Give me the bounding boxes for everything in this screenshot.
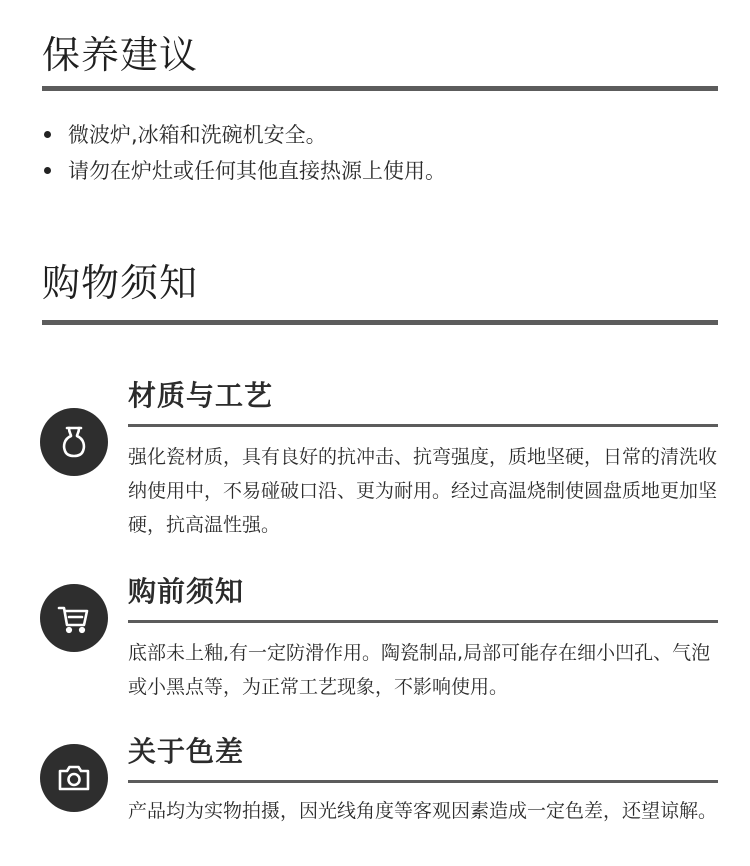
vase-icon [40,408,108,476]
list-item [42,116,446,152]
care-section-divider [42,86,718,91]
bullet-dot-icon [44,131,51,138]
care-section-title: 保养建议 [42,33,199,77]
notice-title: 材质与工艺 [128,379,274,412]
purchase-section-title: 购物须知 [42,261,199,305]
bullet-dot-icon [44,167,51,174]
shopping-cart-icon [40,584,108,652]
care-item-text: 请勿在炉灶或任何其他直接热源上使用。 [68,159,446,183]
notice-color-difference [40,735,720,866]
list-item [42,152,446,188]
notice-material [40,379,720,542]
notice-divider [128,424,718,427]
notice-title: 关于色差 [128,735,245,768]
notice-pre-purchase [40,575,720,708]
notice-divider [128,780,718,783]
purchase-section-divider [42,320,718,325]
notice-body: 底部未上釉,有一定防滑作用。陶瓷制品,局部可能存在细小凹孔、气泡或小黑点等，为正常工艺现象，不影响使用。 [128,642,711,698]
care-item-text: 微波炉,冰箱和洗碗机安全。 [68,123,327,147]
notice-title: 购前须知 [128,575,245,608]
camera-icon [40,744,108,812]
notice-body: 强化瓷材质，具有良好的抗冲击、抗弯强度，质地坚硬，日常的清洗收纳使用中，不易碰破口沿、更为耐用。经过高温烧制使圆盘质地更加坚硬，抗高温性强。 [128,446,718,536]
care-list [42,116,446,188]
notice-body: 产品均为实物拍摄，因光线角度等客观因素造成一定色差，还望谅解。 [128,800,718,822]
notice-divider [128,620,718,623]
